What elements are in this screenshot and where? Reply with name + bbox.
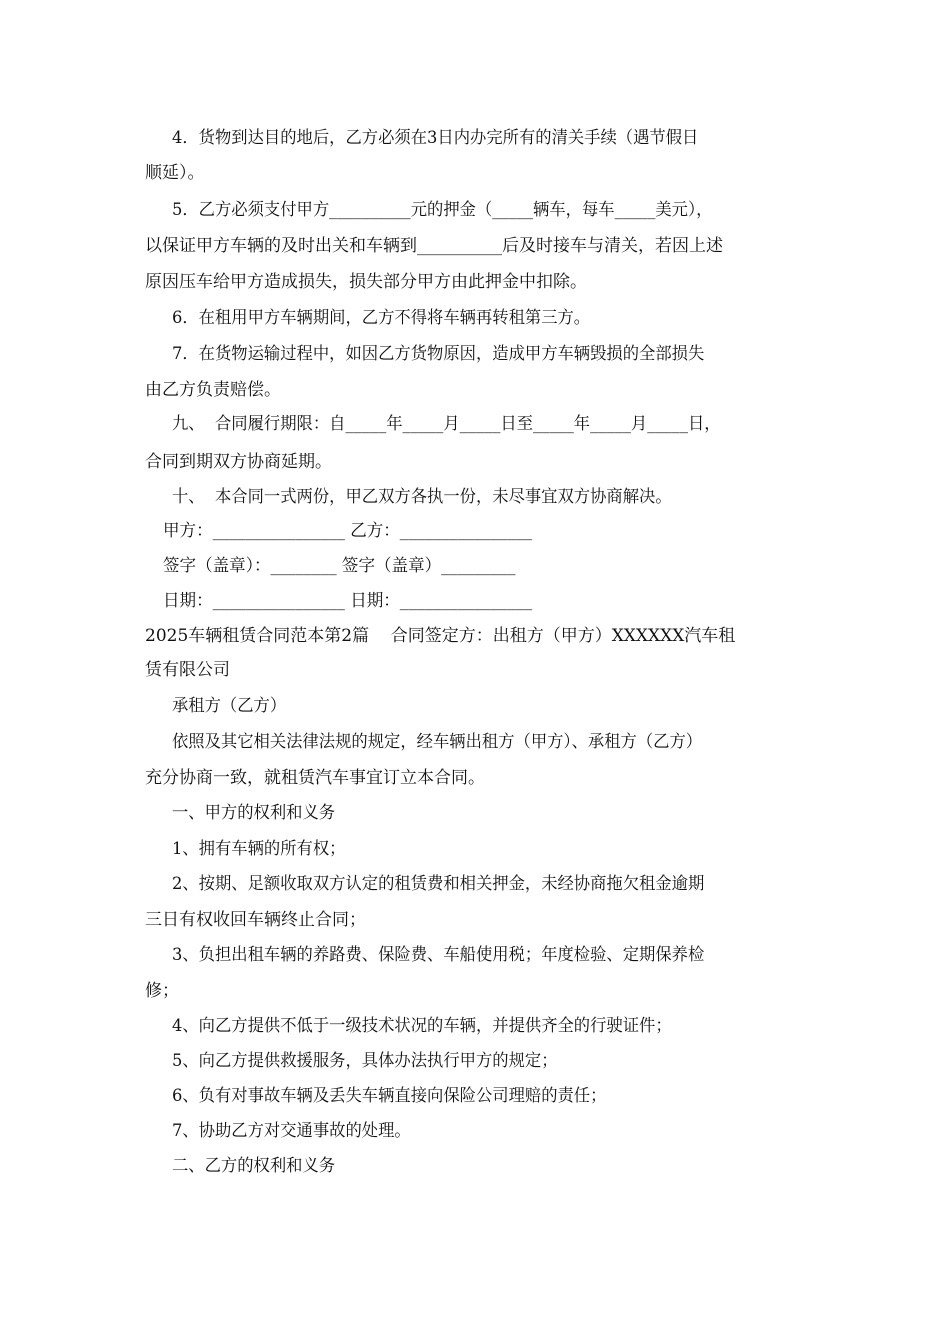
- text-line: 3、负担出租车辆的养路费、保险费、车船使用税；年度检验、定期保养检: [172, 945, 705, 965]
- signature-line-date: 日期：________________ 日期：________________: [163, 591, 533, 611]
- text-line: 5．乙方必须支付甲方__________元的押金（_____辆车，每车_____美元），: [172, 200, 713, 220]
- text-line: 合同到期双方协商延期。: [145, 452, 332, 472]
- text-line: 以保证甲方车辆的及时出关和车辆到__________后及时接车与清关，若因上述: [145, 236, 723, 256]
- text-line: 充分协商一致，就租赁汽车事宜订立本合同。: [145, 768, 485, 788]
- text-line: 修；: [145, 981, 179, 1001]
- text-line: 顺延）。: [145, 163, 205, 183]
- section-heading: 2025车辆租赁合同范本第2篇 合同签定方：出租方（甲方）XXXXXX汽车租: [145, 626, 736, 646]
- text-line: 2、按期、足额收取双方认定的租赁费和相关押金，未经协商拖欠租金逾期: [172, 874, 705, 894]
- text-line: 赁有限公司: [145, 660, 230, 680]
- subsection-heading: 二、乙方的权利和义务: [172, 1156, 336, 1176]
- text-line: 九、 合同履行期限：自_____年_____月_____日至_____年_____月_____日，: [172, 414, 721, 434]
- text-line: 5、向乙方提供救援服务，具体办法执行甲方的规定；: [172, 1051, 558, 1071]
- text-line: 承租方（乙方）: [172, 696, 287, 716]
- text-line: 依照及其它相关法律法规的规定，经车辆出租方（甲方）、承租方（乙方）: [172, 732, 703, 752]
- signature-line-seal: 签字（盖章）：________ 签字（盖章）_________: [163, 556, 516, 576]
- text-line: 7．在货物运输过程中，如因乙方货物原因，造成甲方车辆毁损的全部损失: [172, 344, 705, 364]
- subsection-heading: 一、甲方的权利和义务: [172, 803, 336, 823]
- text-line: 1、拥有车辆的所有权；: [172, 839, 346, 859]
- text-line: 7、协助乙方对交通事故的处理。: [172, 1121, 411, 1141]
- text-line: 4．货物到达目的地后，乙方必须在3日内办完所有的清关手续（遇节假日: [172, 128, 699, 148]
- text-line: 6．在租用甲方车辆期间，乙方不得将车辆再转租第三方。: [172, 308, 591, 328]
- text-line: 6、负有对事故车辆及丢失车辆直接向保险公司理赔的责任；: [172, 1086, 607, 1106]
- text-line: 4、向乙方提供不低于一级技术状况的车辆，并提供齐全的行驶证件；: [172, 1016, 672, 1036]
- text-line: 十、 本合同一式两份，甲乙双方各执一份，未尽事宜双方协商解决。: [172, 487, 672, 507]
- signature-line-party: 甲方：________________ 乙方：________________: [163, 521, 533, 541]
- text-line: 原因压车给甲方造成损失，损失部分甲方由此押金中扣除。: [145, 272, 587, 292]
- text-line: 三日有权收回车辆终止合同；: [145, 910, 366, 930]
- text-line: 由乙方负责赔偿。: [145, 380, 281, 400]
